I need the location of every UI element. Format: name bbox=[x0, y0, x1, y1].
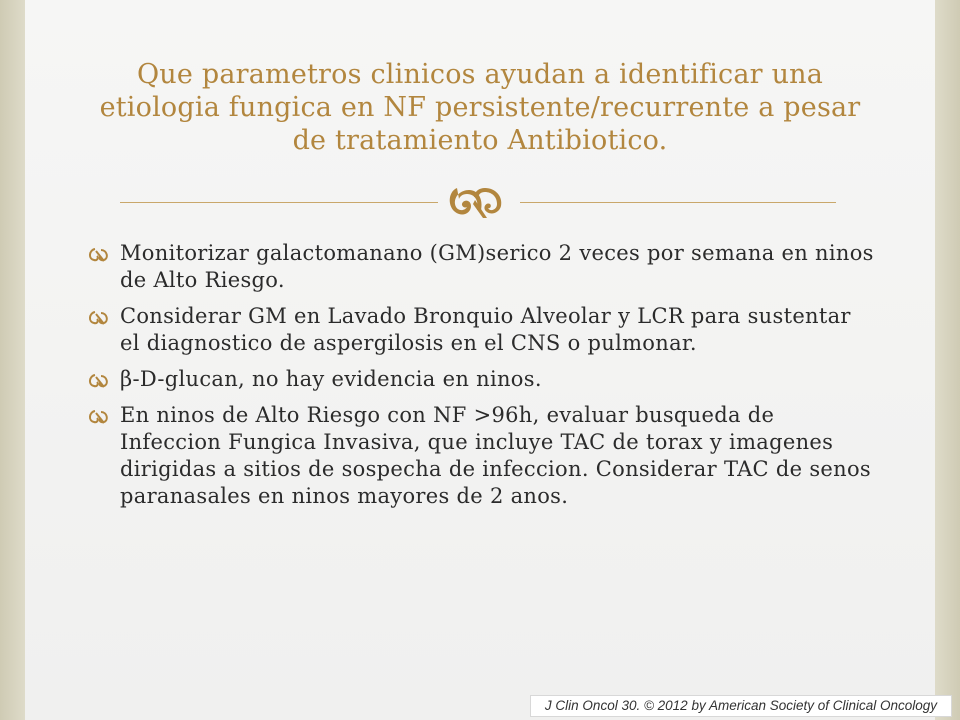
slide-edge-left bbox=[0, 0, 25, 720]
bullet-ornament-icon bbox=[86, 310, 112, 326]
bullet-text: Considerar GM en Lavado Bronquio Alveolar y LCR para sustentar el diagnostico de aspergilosis en el CNS o pulmonar. bbox=[120, 304, 851, 355]
bullet-text: En ninos de Alto Riesgo con NF >96h, evaluar busqueda de Infeccion Fungica Invasiva, que incluye TAC de torax y imagenes dirigidas a sitios de sospecha de infeccion. Considerar TAC de senos paranasales en ninos mayores de 2 anos. bbox=[120, 403, 872, 508]
bullet-item bbox=[86, 366, 876, 393]
bullet-item bbox=[86, 240, 876, 294]
bullet-item bbox=[86, 402, 876, 510]
bullet-ornament-icon bbox=[86, 247, 112, 263]
bullet-item bbox=[86, 303, 876, 357]
bullet-ornament-icon bbox=[86, 409, 112, 425]
ornament-icon bbox=[443, 178, 517, 224]
title-divider-right bbox=[520, 202, 836, 203]
bullet-text: β-D-glucan, no hay evidencia en ninos. bbox=[120, 367, 542, 391]
slide-edge-right bbox=[935, 0, 960, 720]
slide-title: Que parametros clinicos ayudan a identificar una etiologia fungica en NF persistente/recurrente a pesar de tratamiento Antibiotico. bbox=[99, 59, 861, 156]
citation: J Clin Oncol 30. © 2012 by American Society of Clinical Oncology bbox=[530, 695, 952, 717]
title-divider-left bbox=[120, 202, 438, 203]
bullet-ornament-icon bbox=[86, 373, 112, 389]
bullet-list bbox=[86, 240, 876, 519]
bullet-text: Monitorizar galactomanano (GM)serico 2 veces por semana en ninos de Alto Riesgo. bbox=[120, 241, 874, 292]
